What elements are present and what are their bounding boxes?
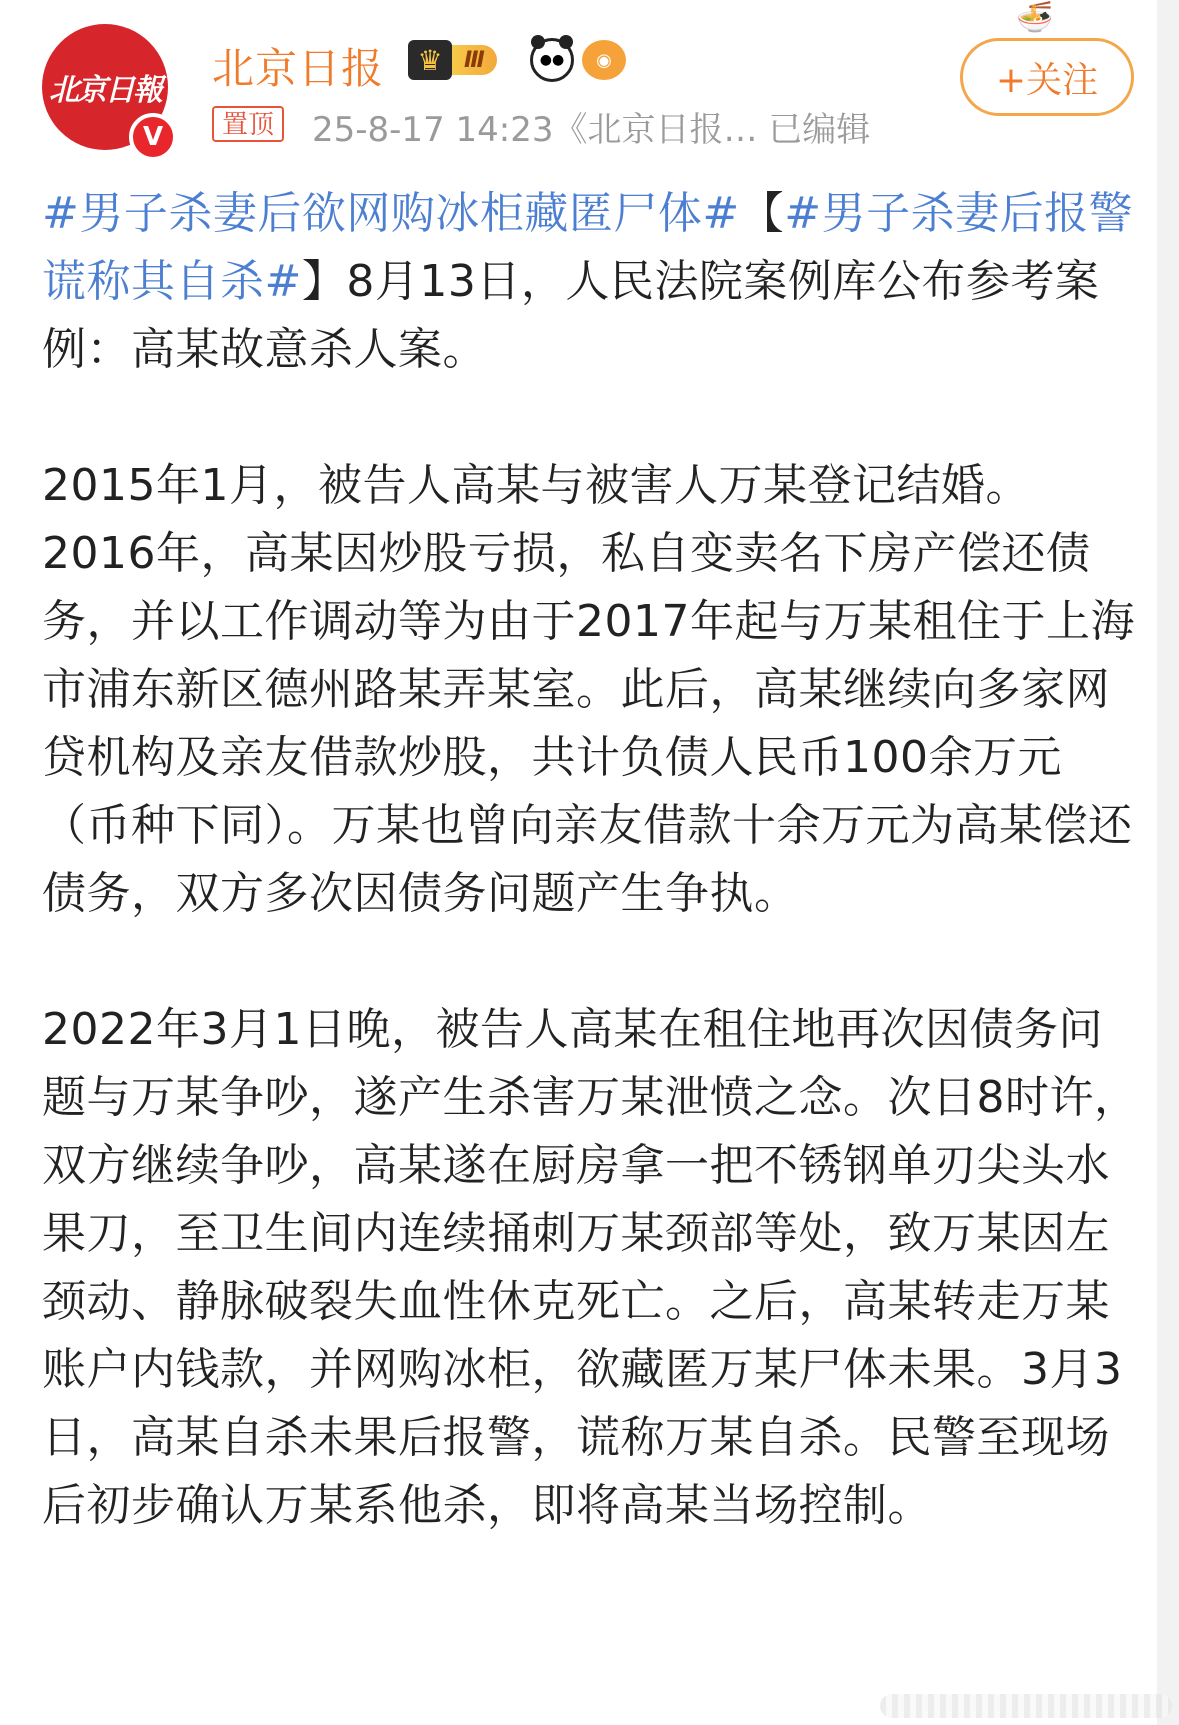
post-paragraph-1: 2015年1月，被告人高某与被害人万某登记结婚。2016年，高某因炒股亏损，私自变卖名下房产偿还债务，并以工作调动等为由于2017年起与万某租住于上海市浦东新区德州路某弄某室。此后，高某继续向多家网贷机构及亲友借款炒股，共计负债人民币100余万元（币种下同）。万某也曾向亲友借款十余万元为高某偿还债务，双方多次因债务问题产生争执。	[42, 460, 1135, 919]
verified-mark: V	[142, 122, 164, 152]
pinned-badge: 置顶	[212, 106, 284, 142]
fish-icon[interactable]: ◉	[582, 40, 626, 80]
verified-badge-icon	[129, 113, 177, 161]
bracket-open: 【	[739, 188, 785, 239]
post-intro-paragraph	[42, 180, 1142, 384]
username[interactable]: 北京日报	[212, 44, 385, 93]
panda-icon[interactable]: ●●	[530, 38, 574, 82]
post-body	[42, 180, 1142, 1540]
post-paragraph-2: 2022年3月1日晚，被告人高某在租住地再次因债务问题与万某争吵，遂产生杀害万某泄愤之念。次日8时许，双方继续争吵，高某遂在厨房拿一把不锈钢单刃尖头水果刀，至卫生间内连续捅刺万某颈部等处，致万某因左颈动、静脉破裂失血性休克死亡。之后，高某转走万某账户内钱款，并网购冰柜，欲藏匿万某尸体未果。3月3日，高某自杀未果后报警，谎称万某自杀。民警至现场后初步确认万某系他杀，即将高某当场控制。	[42, 1004, 1139, 1531]
level-label: Ⅲ	[452, 45, 497, 75]
hashtag-link[interactable]: #男子杀妻后报警谎称其自杀#	[42, 188, 1134, 307]
member-level-badge[interactable]	[408, 40, 518, 80]
bowl-icon: 🍜	[1016, 0, 1054, 35]
crown-icon: ♛	[408, 40, 452, 80]
avatar-logo-text: 北京日報	[49, 73, 161, 108]
scroll-indicator	[880, 1694, 1172, 1718]
hashtag-link[interactable]: #男子杀妻后欲网购冰柜藏匿尸体#	[42, 188, 740, 239]
bracket-close: 】	[301, 256, 347, 307]
post-meta[interactable]: 25-8-17 14:23《北京日报… 已编辑	[312, 110, 871, 150]
follow-button[interactable]: +关注	[960, 38, 1134, 116]
intro-text: 8月13日，人民法院案例库公布参考案例：高某故意杀人案。	[42, 256, 1100, 375]
